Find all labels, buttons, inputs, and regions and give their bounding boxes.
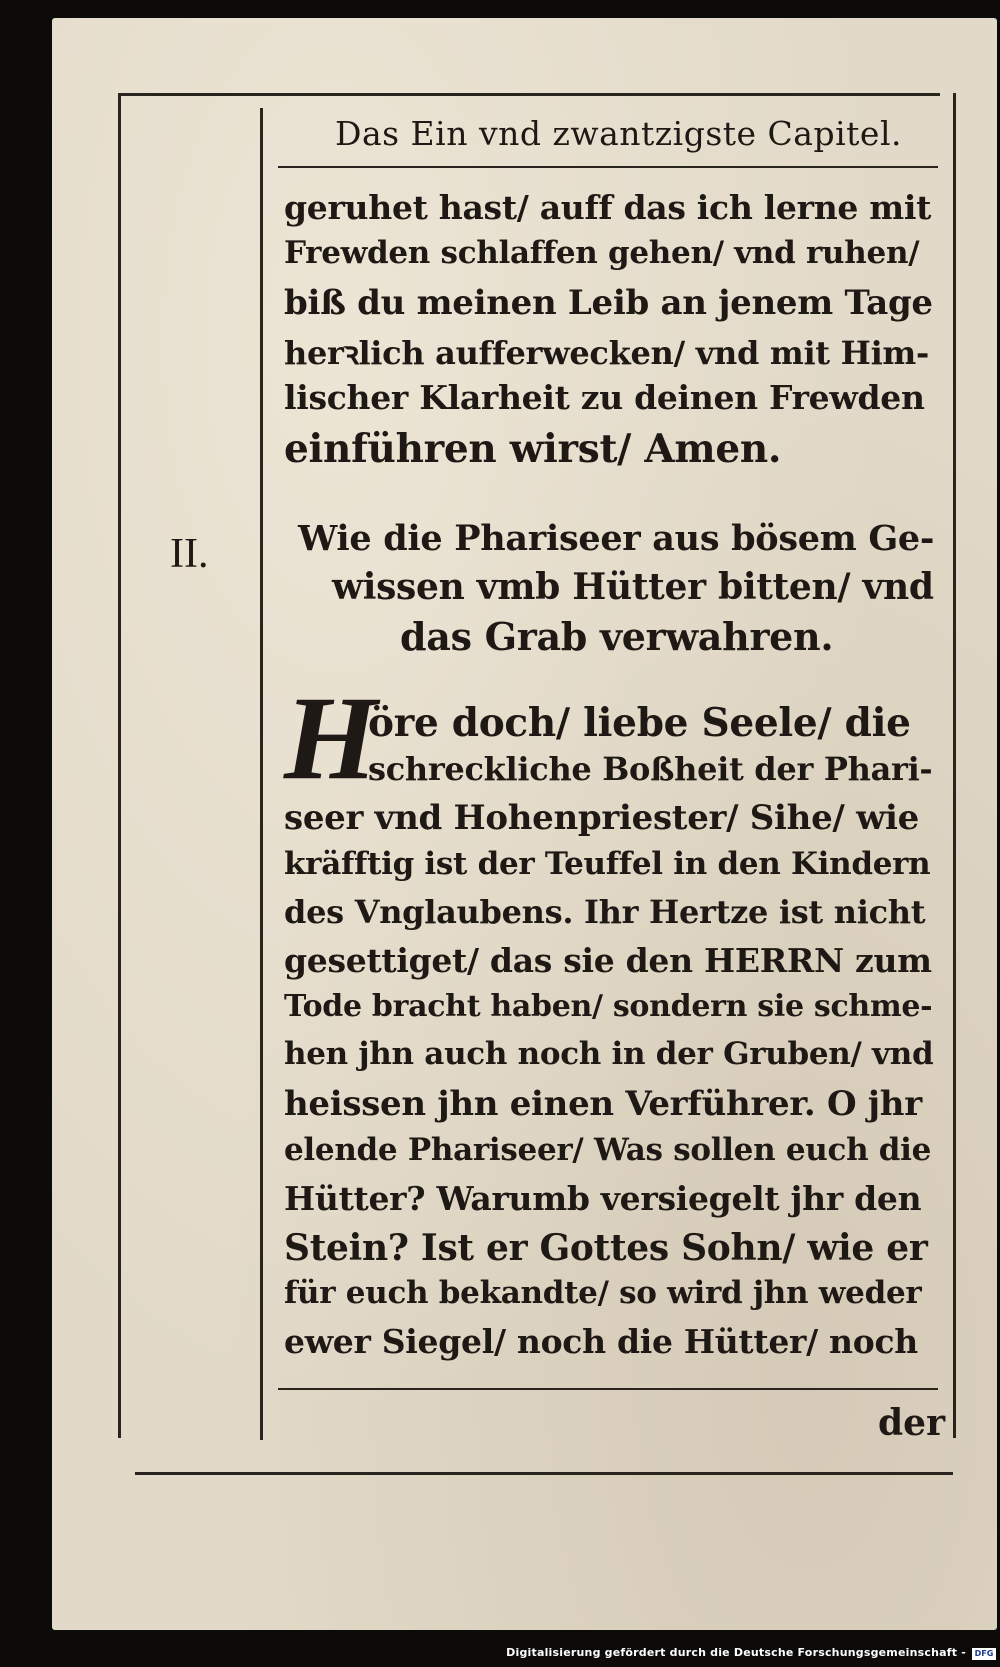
continuation-line-6: einführen wirst/ Amen. (284, 426, 782, 472)
continuation-line-3: biß du meinen Leib an jenem Tage (284, 283, 933, 323)
text-bottom-rule (278, 1388, 938, 1390)
catchword: der (878, 1402, 946, 1444)
frame-top-rule (118, 93, 940, 96)
digitization-credit: Digitalisierung gefördert durch die Deutsche Forschungsgemeinschaft - (506, 1646, 966, 1659)
body-line-13: für euch bekandte/ so wird jhn weder (284, 1275, 922, 1311)
section-number: II. (170, 531, 209, 577)
body-line-12: Stein? Ist er Gottes Sohn/ wie er (284, 1227, 928, 1269)
margin-column-rule (260, 108, 263, 1440)
body-line-14: ewer Siegel/ noch die Hütter/ noch (284, 1322, 918, 1361)
drop-cap: H (284, 671, 378, 804)
body-line-2: schreckliche Boßheit der Phari- (368, 750, 933, 788)
continuation-line-1: geruhet hast/ auff das ich lerne mit (284, 188, 932, 227)
running-head: Das Ein vnd zwantzigste Capitel. (335, 114, 902, 153)
body-line-10: elende Phariseer/ Was sollen euch die (284, 1132, 932, 1168)
continuation-line-4: herꝛlich aufferwecken/ vnd mit Him- (284, 334, 929, 372)
continuation-line-5: lischer Klarheit zu deinen Frewden (284, 378, 925, 417)
body-line-9: heissen jhn einen Verführer. O jhr (284, 1084, 922, 1124)
body-line-4: kräfftig ist der Teuffel in den Kindern (284, 846, 931, 882)
frame-bottom-rule (135, 1472, 953, 1475)
body-line-6: gesettiget/ das sie den HERRN zum (284, 941, 932, 980)
frame-right-rule (953, 93, 956, 1438)
continuation-line-2: Frewden schlaffen gehen/ vnd ruhen/ (284, 235, 920, 271)
body-line-3: seer vnd Hohenpriester/ Sihe/ wie (284, 798, 919, 838)
dfg-logo-icon: DFG (972, 1648, 996, 1660)
body-line-7: Tode bracht haben/ sondern sie schme- (284, 989, 933, 1024)
frame-left-outer-rule (118, 93, 121, 1438)
section-heading-line-1: Wie die Phariseer aus bösem Ge- (298, 518, 935, 559)
body-line-11: Hütter? Warumb versiegelt jhr den (284, 1179, 922, 1218)
body-line-5: des Vnglaubens. Ihr Hertze ist nicht (284, 893, 926, 931)
section-heading-line-3: das Grab verwahren. (400, 614, 834, 659)
body-line-8: hen jhn auch noch in der Gruben/ vnd (284, 1036, 934, 1072)
section-heading-line-2: wissen vmb Hütter bitten/ vnd (332, 566, 934, 608)
head-underline-rule (278, 166, 938, 168)
body-line-1: öre doch/ liebe Seele/ die (368, 700, 911, 746)
